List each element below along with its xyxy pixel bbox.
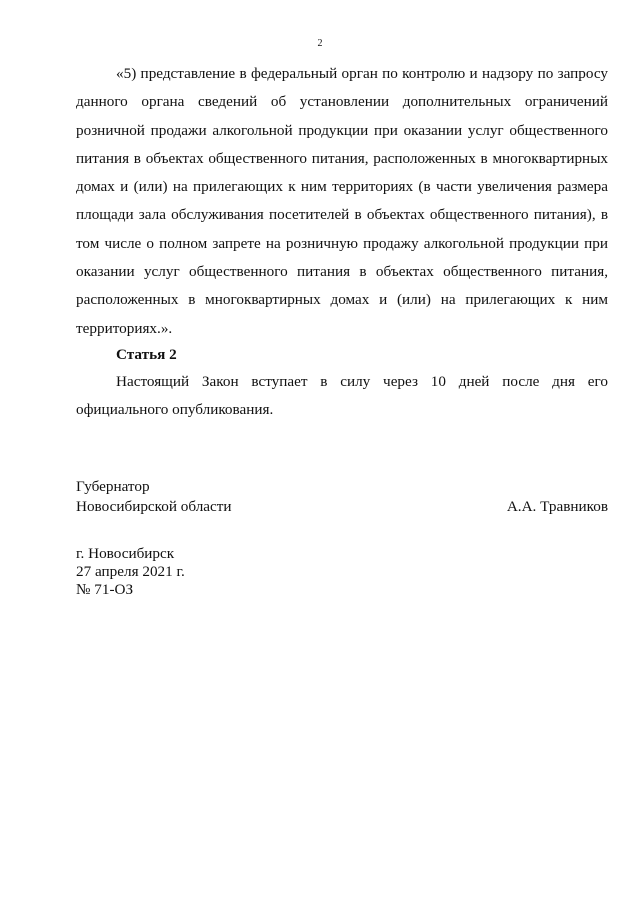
article-text: Настоящий Закон вступает в силу через 10 дней после дня его официального опубликования. (76, 373, 608, 419)
signatory-name: А.А. Травников (506, 498, 608, 515)
article-heading: Статья 2 (116, 346, 177, 363)
document-date: 27 апреля 2021 г. (76, 563, 185, 580)
document-details (76, 545, 185, 599)
document-number: № 71-ОЗ (76, 581, 134, 598)
signature-row (76, 497, 608, 517)
amendment-paragraph: «5) представление в федеральный орган по контролю и надзору по запросу данного органа сведений об установлении дополнительных ограничений розничной продажи алкогольной продукции при оказании услуг общественного питания в объектах общественного питания, расположенных в многоквартирных домах и (или) на прилегающих к ним территориях (в части увеличения размера площади зала обслуживания посетителей в объектах общественного питания), в том числе о полном запрете на розничную продажу алкогольной продукции при оказании услуг общественного питания в объектах общественного питания, расположенных в многоквартирных домах и (или) на прилегающих к ним территориях.». (76, 65, 608, 337)
signatory-title-line2: Новосибирской области (76, 498, 232, 515)
document-city: г. Новосибирск (76, 545, 175, 562)
page-number: 2 (317, 38, 323, 49)
signatory-title-line1: Губернатор (76, 478, 150, 495)
signature-block (76, 477, 608, 517)
